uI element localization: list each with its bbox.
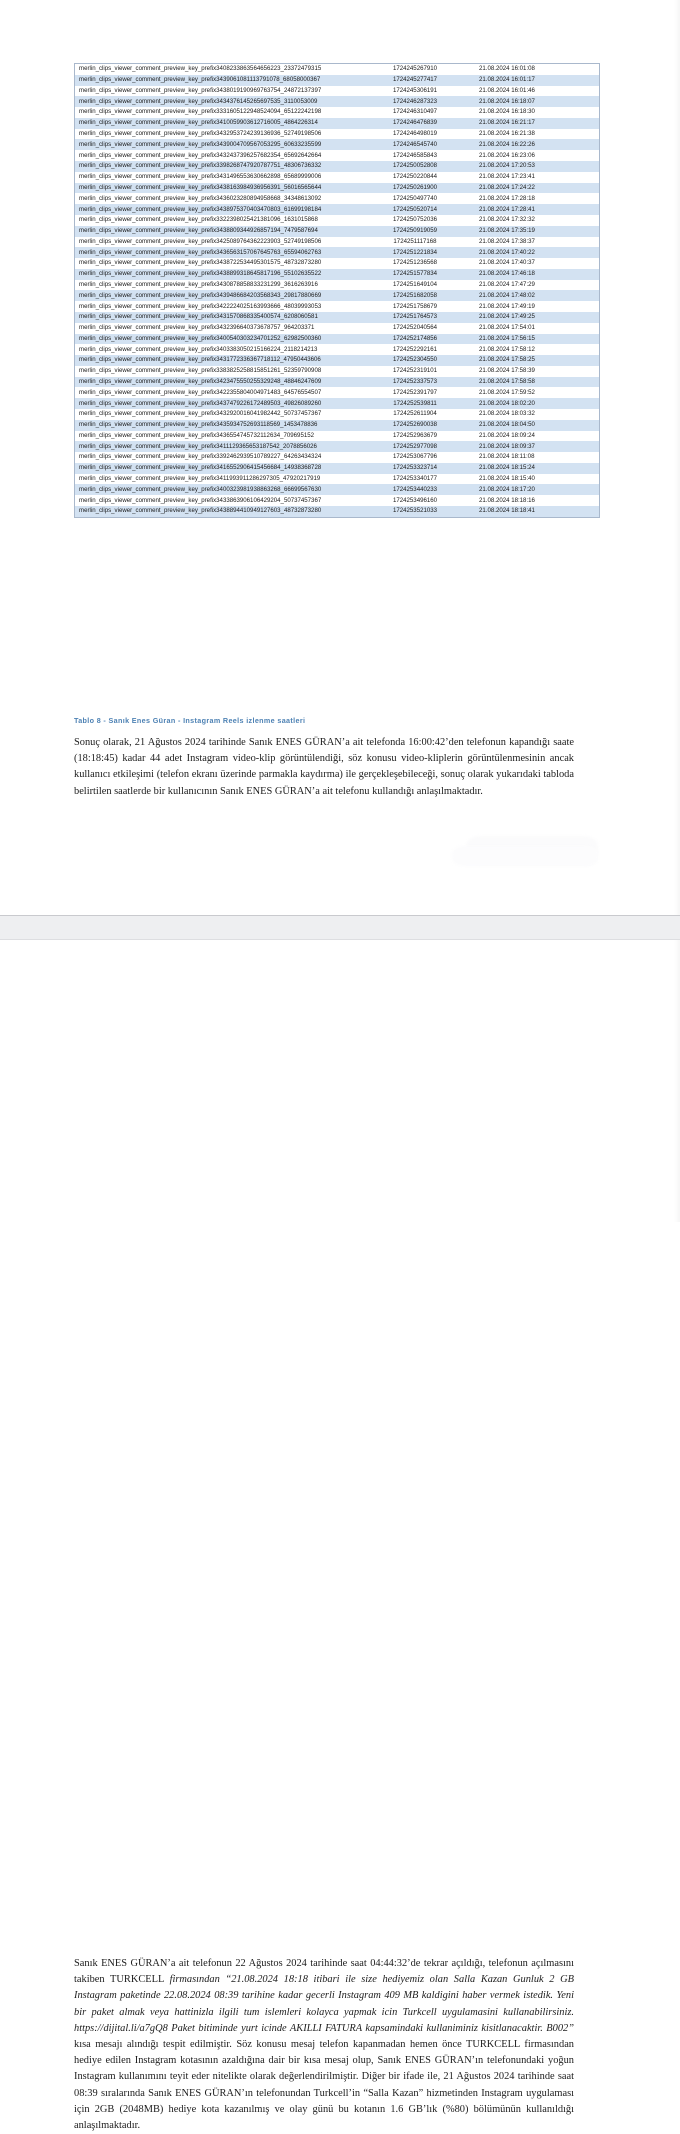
cell-timestamp: 1724246585843 xyxy=(392,151,438,159)
cell-key: merlin_clips_viewer_comment_preview_key_prefix3438975370403470803_61699198184 xyxy=(79,205,322,213)
cell-datetime: 21.08.2024 17:24:22 xyxy=(479,183,535,191)
cell-timestamp: 1724251577834 xyxy=(392,270,438,278)
cell-timestamp: 1724246498019 xyxy=(392,130,438,138)
table-row xyxy=(75,377,600,388)
cell-datetime: 21.08.2024 16:21:17 xyxy=(479,119,535,127)
cell-timestamp: 1724250052808 xyxy=(392,162,438,170)
table-row xyxy=(75,118,600,129)
cell-key: merlin_clips_viewer_comment_preview_key_prefix3408233863564656223_23372479315 xyxy=(79,65,322,73)
cell-datetime: 21.08.2024 17:54:01 xyxy=(479,324,535,332)
cell-timestamp: 1724253496160 xyxy=(392,496,438,504)
cell-key: merlin_clips_viewer_comment_preview_key_prefix3400323981938863268_66699567630 xyxy=(79,485,322,493)
table-body xyxy=(75,64,600,518)
table-row xyxy=(75,139,600,150)
cell-datetime: 21.08.2024 16:23:06 xyxy=(479,151,535,159)
cell-timestamp: 1724250919059 xyxy=(392,227,438,235)
table-row xyxy=(75,96,600,107)
cell-key: merlin_clips_viewer_comment_preview_key_prefix3322398025421381096_1631015868 xyxy=(79,216,318,224)
table-row xyxy=(75,237,600,248)
table-row xyxy=(75,344,600,355)
cell-key: merlin_clips_viewer_comment_preview_key_prefix3438019190969763754_24872137397 xyxy=(79,86,322,94)
cell-datetime: 21.08.2024 18:18:41 xyxy=(479,507,535,515)
table-row xyxy=(75,183,600,194)
table-row xyxy=(75,280,600,291)
cell-key: merlin_clips_viewer_comment_preview_key_prefix3431496553630662898_65689999006 xyxy=(79,173,322,181)
cell-timestamp: 1724252337573 xyxy=(392,378,438,385)
cell-key: merlin_clips_viewer_comment_preview_key_prefix3436554745732112634_709695152 xyxy=(79,431,314,439)
table-row xyxy=(75,215,600,226)
cell-key: merlin_clips_viewer_comment_preview_key_prefix3437479226172489503_49826089260 xyxy=(79,399,322,407)
table-caption: Tablo 8 - Sanık Enes Güran - Instagram Reels izlenme saatleri xyxy=(74,716,306,725)
cell-timestamp: 1724252690038 xyxy=(392,421,438,429)
cell-timestamp: 1724252040564 xyxy=(392,324,438,332)
table-row xyxy=(75,334,600,345)
cell-timestamp: 1724251758679 xyxy=(392,302,438,310)
table-row xyxy=(75,441,600,452)
cell-timestamp: 1724250497740 xyxy=(392,194,438,202)
table-row xyxy=(75,86,600,97)
cell-datetime: 21.08.2024 17:58:12 xyxy=(479,345,535,353)
cell-key: merlin_clips_viewer_comment_preview_key_prefix3431772336367718112_47950443606 xyxy=(79,356,321,364)
cell-timestamp: 1724246545740 xyxy=(392,140,438,148)
cell-datetime: 21.08.2024 17:47:29 xyxy=(479,280,535,288)
cell-datetime: 21.08.2024 18:18:16 xyxy=(479,496,535,504)
cell-datetime: 21.08.2024 17:20:53 xyxy=(479,162,535,170)
cell-datetime: 21.08.2024 17:58:25 xyxy=(479,356,535,364)
table-row xyxy=(75,506,600,517)
cell-timestamp: 1724251117168 xyxy=(393,237,437,245)
cell-datetime: 21.08.2024 17:48:02 xyxy=(479,291,535,299)
cell-datetime: 21.08.2024 18:11:08 xyxy=(479,453,535,461)
cell-key: merlin_clips_viewer_comment_preview_key_prefix3439004709567053295_60633235599 xyxy=(79,140,322,148)
cell-key: merlin_clips_viewer_comment_preview_key_prefix3422355804004971483_64576554507 xyxy=(79,388,322,396)
cell-datetime: 21.08.2024 18:03:32 xyxy=(479,410,535,418)
cell-key: merlin_clips_viewer_comment_preview_key_prefix3416552906415456684_14938368728 xyxy=(79,464,322,472)
paragraph-tail-text: kısa mesajı alındığı tespit edilmiştir. Söz konusu mesaj telefon kapanmadan hemen önce TURKCELL firmasından hediye edilen Instagram kotasının azaldığına dair bir kısa mesaj olup, Sanık ENES GÜRAN’ın telefonundaki yoğun Instagram kullanımını teyit eder nitelikte olarak değerlendirilmiştir. Diğer bir ifade ile, 21 Ağustos 2024 tarihinde saat 08:39 sıralarında Sanık ENES GÜRAN’ın telefonundan Turkcell’in “Salla Kazan” hizmetinden Instagram uygulaması için 2GB (2048MB) hediye kota kazanılmış ve olay günü bu kotanın 1.6 GB’lık (%80) bölümünün kullanıldığı anlaşılmaktadır. xyxy=(74,2039,574,2132)
table-row xyxy=(75,75,600,86)
cell-key: merlin_clips_viewer_comment_preview_key_prefix3423475550255329248_48846247609 xyxy=(79,378,322,385)
cell-datetime: 21.08.2024 16:01:46 xyxy=(479,86,535,94)
table-row xyxy=(75,301,600,312)
cell-timestamp: 1724252292161 xyxy=(392,345,438,353)
cell-timestamp: 1724253440233 xyxy=(392,485,438,493)
cell-timestamp: 1724252391797 xyxy=(392,388,438,396)
cell-key: merlin_clips_viewer_comment_preview_key_prefix3431570868335400574_6208060581 xyxy=(79,313,318,321)
cell-timestamp: 1724252977098 xyxy=(392,442,438,450)
cell-key: merlin_clips_viewer_comment_preview_key_prefix3403383050215166224_2118214213 xyxy=(79,345,318,353)
cell-datetime: 21.08.2024 17:40:22 xyxy=(479,248,535,256)
cell-timestamp: 1724245277417 xyxy=(392,76,438,84)
table-row xyxy=(75,258,600,269)
cell-key: merlin_clips_viewer_comment_preview_key_prefix3422224025163993666_48039993053 xyxy=(79,302,322,310)
cell-timestamp: 1724246476839 xyxy=(392,119,438,127)
cell-timestamp: 1724252963679 xyxy=(392,431,438,439)
table-row xyxy=(75,463,600,474)
paragraph-turkcell-sms xyxy=(74,1956,574,2134)
cell-timestamp: 1724246310497 xyxy=(392,108,438,116)
watermark-smudge-secondary xyxy=(452,846,598,866)
cell-key: merlin_clips_viewer_comment_preview_key_prefix3438722534495301575_48732873280 xyxy=(79,259,322,267)
cell-datetime: 21.08.2024 18:04:50 xyxy=(479,421,535,429)
cell-timestamp: 1724246287323 xyxy=(392,97,438,105)
cell-key: merlin_clips_viewer_comment_preview_key_prefix3392462939510789227_64263434324 xyxy=(79,453,322,461)
cell-datetime: 21.08.2024 17:28:41 xyxy=(479,205,535,213)
page-separator xyxy=(0,915,680,940)
cell-datetime: 21.08.2024 17:23:41 xyxy=(479,173,535,181)
cell-key: merlin_clips_viewer_comment_preview_key_prefix3438809344926857194_7479587694 xyxy=(79,227,318,235)
cell-timestamp: 1724251236568 xyxy=(392,259,438,267)
cell-timestamp: 1724250520714 xyxy=(392,205,438,213)
cell-key: merlin_clips_viewer_comment_preview_key_prefix3432920016041982442_50737457367 xyxy=(79,410,322,418)
cell-timestamp: 1724252319101 xyxy=(392,367,438,375)
cell-datetime: 21.08.2024 18:15:40 xyxy=(479,475,535,483)
paragraph-sms-quote: firmasından “21.08.2024 18:18 itibari ile size hediyemiz olan Salla Kazan Gunluk 2 GB Instagram paketinde 22.08.2024 08:39 tarihine kadar gecerli Instagram 409 MB kaldigini haber vermek istedik. Yeni bir paket almak veya hattinizla ilgili tum islemleri kolayca yapmak icin Turkcell uygulamasini kullanabilirsiniz. https://dijital.li/a7gQ8 Paket bitiminde yurt icinde AKILLI FATURA kapsamindaki kullaniminiz kisitlanacaktir. B002” xyxy=(74,1974,574,2034)
table-row xyxy=(75,247,600,258)
table-row xyxy=(75,431,600,442)
cell-datetime: 21.08.2024 18:02:20 xyxy=(479,399,535,407)
table-row xyxy=(75,312,600,323)
cell-key: merlin_clips_viewer_comment_preview_key_prefix3436023280894958668_34348613092 xyxy=(79,194,322,202)
cell-datetime: 21.08.2024 16:18:07 xyxy=(479,97,535,105)
paragraph-lead-text: Sanık ENES GÜRAN’a ait telefonun 22 Ağustos 2024 tarihinde saat 04:44:32’de tekrar açıldığı, telefonun açılmasını takiben TURKCELL xyxy=(74,1958,574,1986)
cell-timestamp: 1724252304550 xyxy=(392,356,438,364)
reels-view-times-table xyxy=(74,63,600,518)
paragraph-conclusion-reels: Sonuç olarak, 21 Ağustos 2024 tarihinde Sanık ENES GÜRAN’a ait telefonda 16:00:42’den telefonun kapandığı saate (18:18:45) kadar 44 adet Instagram video-klip görüntülendiği, söz konusu video-kliplerin görüntülenmesinin ancak kullanıcı etkileşimi (telefon ekranı üzerinde parmakla kaydırma) ile gerçekleşebileceği, sonuç olarak yukarıdaki tabloda belirtilen saatlerde bir kullanıcının Sanık ENES GÜRAN’a ait telefonu kullandığı anlaşılmaktadır. xyxy=(74,737,574,797)
cell-datetime: 21.08.2024 17:38:37 xyxy=(479,237,535,245)
cell-key: merlin_clips_viewer_comment_preview_key_prefix3331605122948524094_65122242198 xyxy=(79,108,322,116)
cell-datetime: 21.08.2024 16:21:38 xyxy=(479,130,535,138)
table-row xyxy=(75,355,600,366)
cell-key: merlin_clips_viewer_comment_preview_key_prefix3410059903612716005_4864226314 xyxy=(79,119,318,127)
cell-datetime: 21.08.2024 17:58:58 xyxy=(479,378,535,385)
cell-key: merlin_clips_viewer_comment_preview_key_prefix3430878858833231299_3616263916 xyxy=(79,280,318,288)
cell-datetime: 21.08.2024 17:49:19 xyxy=(479,302,535,310)
cell-key: merlin_clips_viewer_comment_preview_key_prefix3439486684203568343_29817880669 xyxy=(79,291,322,299)
table-row xyxy=(75,495,600,506)
cell-datetime: 21.08.2024 16:01:08 xyxy=(479,65,535,73)
cell-timestamp: 1724245306191 xyxy=(392,86,438,94)
table-row xyxy=(75,420,600,431)
cell-timestamp: 1724251649104 xyxy=(392,280,438,288)
cell-datetime: 21.08.2024 17:56:15 xyxy=(479,334,535,342)
cell-timestamp: 1724250220844 xyxy=(392,173,438,181)
table-row xyxy=(75,409,600,420)
cell-datetime: 21.08.2024 18:15:24 xyxy=(479,464,535,472)
document-page-2 xyxy=(0,940,680,2132)
cell-key: merlin_clips_viewer_comment_preview_key_prefix3434376145265697535_3110053009 xyxy=(79,97,318,105)
cell-timestamp: 1724252539811 xyxy=(393,399,437,407)
document-page-1 xyxy=(0,0,680,915)
cell-timestamp: 1724253323714 xyxy=(392,464,438,472)
table-row xyxy=(75,129,600,140)
cell-datetime: 21.08.2024 16:22:26 xyxy=(479,140,535,148)
cell-key: merlin_clips_viewer_comment_preview_key_prefix3411129365653187542_2078856026 xyxy=(79,442,317,450)
table-row xyxy=(75,150,600,161)
table-row xyxy=(75,290,600,301)
cell-key: merlin_clips_viewer_comment_preview_key_prefix3432953724239136936_52749198506 xyxy=(79,130,322,138)
cell-datetime: 21.08.2024 17:59:52 xyxy=(479,388,535,396)
cell-datetime: 21.08.2024 16:18:30 xyxy=(479,108,535,116)
table-row xyxy=(75,387,600,398)
cell-datetime: 21.08.2024 17:35:19 xyxy=(479,227,535,235)
reels-view-times-table-container xyxy=(74,63,574,518)
cell-key: merlin_clips_viewer_comment_preview_key_prefix3438899318645817196_55102635522 xyxy=(79,270,322,278)
cell-timestamp: 1724252611904 xyxy=(393,410,437,418)
table-row xyxy=(75,193,600,204)
cell-key: merlin_clips_viewer_comment_preview_key_prefix3438894410949127603_48732873280 xyxy=(79,507,322,515)
cell-datetime: 21.08.2024 17:32:32 xyxy=(479,216,535,224)
table-row xyxy=(75,474,600,485)
cell-timestamp: 1724250752036 xyxy=(392,216,438,224)
cell-key: merlin_clips_viewer_comment_preview_key_prefix3439061081113791078_68058000367 xyxy=(79,76,321,84)
cell-key: merlin_clips_viewer_comment_preview_key_prefix3438163984936956391_56016565644 xyxy=(79,183,322,191)
table-row xyxy=(75,172,600,183)
table-row xyxy=(75,323,600,334)
table-row xyxy=(75,64,600,75)
cell-key: merlin_clips_viewer_comment_preview_key_prefix3436563157067645763_65594062763 xyxy=(79,248,322,256)
table-row xyxy=(75,398,600,409)
cell-timestamp: 1724253521033 xyxy=(392,507,438,515)
table-row xyxy=(75,107,600,118)
cell-datetime: 21.08.2024 17:40:37 xyxy=(479,259,535,267)
cell-key: merlin_clips_viewer_comment_preview_key_prefix3433863906106429204_50737457367 xyxy=(79,496,322,504)
cell-timestamp: 1724253340177 xyxy=(392,475,438,483)
table-row xyxy=(75,269,600,280)
cell-timestamp: 1724251221834 xyxy=(392,248,438,256)
cell-datetime: 21.08.2024 17:28:18 xyxy=(479,194,535,202)
cell-timestamp: 1724251682058 xyxy=(392,291,438,299)
cell-key: merlin_clips_viewer_comment_preview_key_prefix3398268747920787751_48306736332 xyxy=(79,162,322,170)
cell-timestamp: 1724245267910 xyxy=(392,65,438,73)
cell-datetime: 21.08.2024 17:49:25 xyxy=(479,313,535,321)
cell-timestamp: 1724253067796 xyxy=(392,453,438,461)
cell-timestamp: 1724252174856 xyxy=(392,334,438,342)
cell-timestamp: 1724251764573 xyxy=(392,313,438,321)
table-row xyxy=(75,366,600,377)
cell-key: merlin_clips_viewer_comment_preview_key_prefix3432396640373678757_964203371 xyxy=(79,324,315,332)
page-edge-shadow-2 xyxy=(674,940,680,1222)
cell-key: merlin_clips_viewer_comment_preview_key_prefix3411993911286297305_47920217919 xyxy=(79,475,321,483)
cell-key: merlin_clips_viewer_comment_preview_key_prefix3400540303234701252_62982500360 xyxy=(79,334,322,342)
cell-datetime: 21.08.2024 18:09:24 xyxy=(479,431,535,439)
table-row xyxy=(75,226,600,237)
table-row xyxy=(75,161,600,172)
cell-datetime: 21.08.2024 18:09:37 xyxy=(479,442,535,450)
cell-key: merlin_clips_viewer_comment_preview_key_prefix3425089764362223903_52749198506 xyxy=(79,237,322,245)
cell-datetime: 21.08.2024 17:46:18 xyxy=(479,270,535,278)
table-row xyxy=(75,484,600,495)
cell-key: merlin_clips_viewer_comment_preview_key_prefix3432437396257682354_65692642664 xyxy=(79,151,322,159)
cell-datetime: 21.08.2024 18:17:20 xyxy=(479,485,535,493)
table-row xyxy=(75,204,600,215)
cell-key: merlin_clips_viewer_comment_preview_key_prefix3383825258815851261_52359790908 xyxy=(79,367,322,375)
cell-datetime: 21.08.2024 17:58:39 xyxy=(479,367,535,375)
cell-timestamp: 1724250261900 xyxy=(392,183,438,191)
table-row xyxy=(75,452,600,463)
cell-key: merlin_clips_viewer_comment_preview_key_prefix3435934752693118569_1453478836 xyxy=(79,421,318,429)
cell-datetime: 21.08.2024 16:01:17 xyxy=(479,76,535,84)
page-edge-shadow xyxy=(674,0,680,915)
